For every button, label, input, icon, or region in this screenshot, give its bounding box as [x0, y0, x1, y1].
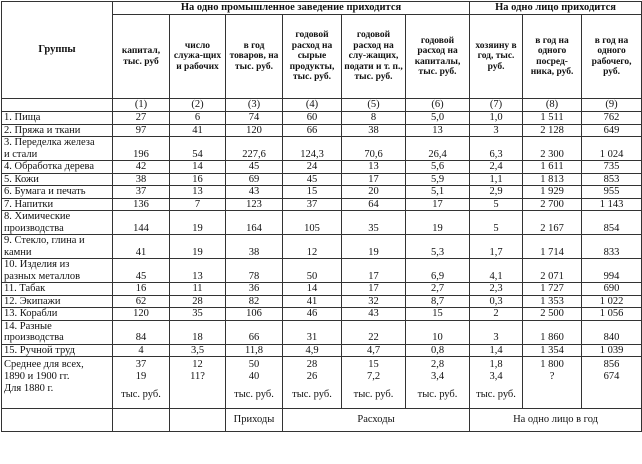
average-1890-1900-value: 50	[248, 359, 260, 370]
value-cell-col-3: 69	[226, 173, 283, 186]
group-label-cell	[2, 124, 113, 137]
value-cell-col-3: 78	[226, 259, 283, 283]
value-cell-col-3: 120	[226, 124, 283, 137]
value-cell-col-3: 123	[226, 198, 283, 211]
averages-value-cell-col-5	[342, 357, 406, 409]
index-cell-5: (5)	[342, 99, 406, 112]
average-1880-value: 11?	[190, 371, 205, 382]
value-cell-col-9: 994	[582, 259, 642, 283]
value-cell-col-9: 1 024	[582, 137, 642, 161]
value-cell-col-7: 1,0	[470, 112, 523, 125]
value-cell-col-2: 19	[170, 211, 226, 235]
column-header-5: годовой расход на слу-жащих, подати и т. п., тыс. руб.	[342, 15, 406, 99]
table-row	[2, 320, 642, 344]
value-cell-col-1: 144	[113, 211, 170, 235]
industry-statistics-table	[1, 1, 642, 432]
value-cell-col-7: 4,1	[470, 259, 523, 283]
index-cell-1: (1)	[113, 99, 170, 112]
value-cell-col-6: 0,8	[406, 344, 470, 357]
value-cell-col-8: 1 611	[523, 161, 582, 174]
value-cell-col-6: 2,7	[406, 283, 470, 296]
value-cell-col-9: 854	[582, 211, 642, 235]
averages-value-cell-col-7	[470, 357, 523, 409]
value-cell-col-3: 38	[226, 235, 283, 259]
value-cell-col-8: 1 354	[523, 344, 582, 357]
average-1890-1900-value: 15	[368, 359, 379, 370]
value-cell-col-4: 15	[283, 186, 342, 199]
value-cell-col-1: 41	[113, 235, 170, 259]
table-row	[2, 137, 642, 161]
value-cell-col-2: 13	[170, 186, 226, 199]
averages-row	[2, 357, 642, 409]
value-cell-col-5: 20	[342, 186, 406, 199]
group-label-cell	[2, 295, 113, 308]
average-1890-1900-value: 28	[306, 359, 318, 370]
value-cell-col-3: 45	[226, 161, 283, 174]
table-row	[2, 295, 642, 308]
averages-value-cell-col-2	[170, 357, 226, 409]
average-1880-value: 3,4	[489, 371, 503, 382]
value-cell-col-5: 64	[342, 198, 406, 211]
value-cell-col-4: 12	[283, 235, 342, 259]
value-cell-col-7: 3	[470, 124, 523, 137]
group-label-cell	[2, 308, 113, 321]
per-person-header: На одно лицо приходится	[470, 2, 642, 15]
index-cell-2: (2)	[170, 99, 226, 112]
value-cell-col-6: 5,9	[406, 173, 470, 186]
value-cell-col-3: 74	[226, 112, 283, 125]
group-label-cell	[2, 173, 113, 186]
value-cell-col-3: 164	[226, 211, 283, 235]
value-cell-col-2: 54	[170, 137, 226, 161]
value-cell-col-2: 19	[170, 235, 226, 259]
group-label-line: 11. Табак	[4, 283, 46, 294]
value-cell-col-7: 5	[470, 198, 523, 211]
group-label-line: 13. Корабли	[4, 308, 58, 319]
unit-label: тыс. руб.	[417, 389, 458, 400]
value-cell-col-2: 16	[170, 173, 226, 186]
value-cell-col-3: 66	[226, 320, 283, 344]
table-row	[2, 198, 642, 211]
value-cell-col-6: 13	[406, 124, 470, 137]
group-label-cell	[2, 211, 113, 235]
group-label-cell	[2, 283, 113, 296]
value-cell-col-8: 1 714	[523, 235, 582, 259]
value-cell-col-7: 2,9	[470, 186, 523, 199]
unit-label: тыс. руб.	[292, 389, 332, 400]
value-cell-col-1: 42	[113, 161, 170, 174]
average-1880-value: 7,2	[366, 371, 381, 382]
unit-label: тыс. руб.	[353, 389, 394, 400]
value-cell-col-7: 2,3	[470, 283, 523, 296]
value-cell-col-5: 8	[342, 112, 406, 125]
table-row	[2, 112, 642, 125]
value-cell-col-4: 4,9	[283, 344, 342, 357]
table-row	[2, 235, 642, 259]
groups-header: Группы	[2, 2, 113, 99]
value-cell-col-5: 13	[342, 161, 406, 174]
value-cell-col-2: 28	[170, 295, 226, 308]
table-row	[2, 259, 642, 283]
value-cell-col-4: 124,3	[283, 137, 342, 161]
value-cell-col-4: 66	[283, 124, 342, 137]
value-cell-col-6: 5,3	[406, 235, 470, 259]
value-cell-col-8: 1 860	[523, 320, 582, 344]
table-row	[2, 186, 642, 199]
column-header-3: в год товаров, на тыс. руб.	[226, 15, 283, 99]
table-row	[2, 344, 642, 357]
column-header-1: капитал, тыс. руб	[113, 15, 170, 99]
value-cell-col-1: 16	[113, 283, 170, 296]
average-1890-1900-value: 2,8	[430, 359, 445, 370]
group-label-line: 4. Обработка дерева	[4, 161, 94, 172]
index-cell-groups	[2, 99, 113, 112]
value-cell-col-1: 136	[113, 198, 170, 211]
value-cell-col-5: 32	[342, 295, 406, 308]
value-cell-col-8: 1 929	[523, 186, 582, 199]
value-cell-col-6: 6,9	[406, 259, 470, 283]
index-cell-8: (8)	[523, 99, 582, 112]
group-label-line: 7. Напитки	[4, 198, 54, 210]
column-header-6: годовой расход на капиталы, тыс. руб.	[406, 15, 470, 99]
average-1890-1900-value: 37	[135, 359, 147, 370]
index-cell-9: (9)	[582, 99, 642, 112]
value-cell-col-3: 43	[226, 186, 283, 199]
value-cell-col-9: 1 039	[582, 344, 642, 357]
group-label-cell	[2, 259, 113, 283]
value-cell-col-8: 2 071	[523, 259, 582, 283]
value-cell-col-8: 2 300	[523, 137, 582, 161]
value-cell-col-9: 1 022	[582, 295, 642, 308]
value-cell-col-9: 955	[582, 186, 642, 199]
group-label-cell	[2, 235, 113, 259]
table-row	[2, 161, 642, 174]
footer-row	[2, 409, 642, 432]
group-label-cell	[2, 320, 113, 344]
table-row	[2, 308, 642, 321]
value-cell-col-6: 8,7	[406, 295, 470, 308]
footer-income-label: Приходы	[226, 409, 283, 432]
column-header-8: в год на одного посред-ника, руб.	[523, 15, 582, 99]
value-cell-col-9: 735	[582, 161, 642, 174]
value-cell-col-2: 6	[170, 112, 226, 125]
value-cell-col-6: 5,6	[406, 161, 470, 174]
group-label-line: производства	[4, 222, 64, 234]
group-label-cell	[2, 198, 113, 211]
value-cell-col-4: 60	[283, 112, 342, 125]
index-cell-4: (4)	[283, 99, 342, 112]
group-label-cell	[2, 112, 113, 125]
group-label-cell	[2, 186, 113, 199]
value-cell-col-3: 36	[226, 283, 283, 296]
table-row	[2, 211, 642, 235]
value-cell-col-8: 1 813	[523, 173, 582, 186]
value-cell-col-3: 11,8	[226, 344, 283, 357]
value-cell-col-5: 4,7	[342, 344, 406, 357]
index-cell-7: (7)	[470, 99, 523, 112]
value-cell-col-5: 19	[342, 235, 406, 259]
value-cell-col-9: 840	[582, 320, 642, 344]
group-label-line: 8. Химические	[4, 211, 71, 222]
footer-expense-label: Расходы	[283, 409, 470, 432]
value-cell-col-4: 46	[283, 308, 342, 321]
unit-label	[584, 389, 639, 401]
group-label-line: 12. Экипажи	[4, 295, 61, 307]
value-cell-col-9: 833	[582, 235, 642, 259]
value-cell-col-9: 690	[582, 283, 642, 296]
average-1890-1900-value: 1 800	[540, 359, 564, 370]
value-cell-col-6: 15	[406, 308, 470, 321]
group-label-line: 1. Пища	[4, 112, 41, 123]
value-cell-col-1: 37	[113, 186, 170, 199]
value-cell-col-1: 84	[113, 320, 170, 344]
group-label-cell	[2, 161, 113, 174]
value-cell-col-5: 22	[342, 320, 406, 344]
value-cell-col-5: 17	[342, 259, 406, 283]
group-label-line: 2. Пряжа и ткани	[4, 124, 81, 136]
value-cell-col-7: 3	[470, 320, 523, 344]
value-cell-col-5: 70,6	[342, 137, 406, 161]
group-label-line: 3. Переделка железа	[4, 137, 95, 148]
value-cell-col-4: 105	[283, 211, 342, 235]
value-cell-col-9: 649	[582, 124, 642, 137]
averages-value-cell-col-9	[582, 357, 642, 409]
value-cell-col-6: 17	[406, 198, 470, 211]
value-cell-col-7: 5	[470, 211, 523, 235]
unit-label: тыс. руб.	[234, 389, 274, 400]
value-cell-col-6: 10	[406, 320, 470, 344]
column-header-9: в год на одного рабочего, руб.	[582, 15, 642, 99]
value-cell-col-9: 853	[582, 173, 642, 186]
group-label-line: камни	[4, 246, 32, 258]
value-cell-col-1: 38	[113, 173, 170, 186]
average-1880-value: 3,4	[430, 371, 445, 382]
value-cell-col-4: 31	[283, 320, 342, 344]
value-cell-col-2: 41	[170, 124, 226, 137]
value-cell-col-8: 2 500	[523, 308, 582, 321]
value-cell-col-9: 1 056	[582, 308, 642, 321]
value-cell-col-8: 2 167	[523, 211, 582, 235]
value-cell-col-4: 14	[283, 283, 342, 296]
value-cell-col-2: 35	[170, 308, 226, 321]
value-cell-col-9: 762	[582, 112, 642, 125]
value-cell-col-7: 1,1	[470, 173, 523, 186]
value-cell-col-8: 2 700	[523, 198, 582, 211]
value-cell-col-2: 13	[170, 259, 226, 283]
footer-per-person-label: На одно лицо в год	[470, 409, 642, 432]
group-label-line: и стали	[4, 148, 38, 160]
group-label-cell	[2, 137, 113, 161]
table-row	[2, 283, 642, 296]
averages-label-line-2: 1890 и 1900 гг.	[4, 371, 70, 382]
value-cell-col-7: 1,7	[470, 235, 523, 259]
column-header-7: хозяину в год, тыс. руб.	[470, 15, 523, 99]
index-cell-6: (6)	[406, 99, 470, 112]
value-cell-col-5: 17	[342, 173, 406, 186]
group-label-line: 5. Кожи	[4, 173, 39, 185]
average-1890-1900-value: 1,8	[489, 359, 503, 370]
value-cell-col-2: 14	[170, 161, 226, 174]
group-label-line: разных металлов	[4, 270, 81, 282]
group-label-line: 10. Изделия из	[4, 259, 70, 270]
value-cell-col-8: 1 727	[523, 283, 582, 296]
index-cell-3: (3)	[226, 99, 283, 112]
value-cell-col-4: 37	[283, 198, 342, 211]
footer-empty-cell	[113, 409, 170, 432]
group-label-line: 14. Разные	[4, 320, 52, 332]
value-cell-col-4: 45	[283, 173, 342, 186]
value-cell-col-9: 1 143	[582, 198, 642, 211]
value-cell-col-6: 19	[406, 211, 470, 235]
value-cell-col-7: 6,3	[470, 137, 523, 161]
value-cell-col-2: 18	[170, 320, 226, 344]
value-cell-col-2: 11	[170, 283, 226, 296]
value-cell-col-6: 5,0	[406, 112, 470, 125]
value-cell-col-4: 41	[283, 295, 342, 308]
unit-label	[172, 389, 223, 401]
value-cell-col-1: 62	[113, 295, 170, 308]
average-1890-1900-value: 856	[603, 359, 620, 370]
value-cell-col-3: 82	[226, 295, 283, 308]
value-cell-col-5: 38	[342, 124, 406, 137]
value-cell-col-3: 106	[226, 308, 283, 321]
value-cell-col-8: 1 511	[523, 112, 582, 125]
average-1880-value: 40	[248, 371, 260, 382]
value-cell-col-7: 1,4	[470, 344, 523, 357]
value-cell-col-1: 4	[113, 344, 170, 357]
table-row	[2, 173, 642, 186]
per-establishment-header: На одно промышленное заведение приходится	[113, 2, 470, 15]
value-cell-col-8: 1 353	[523, 295, 582, 308]
value-cell-col-1: 45	[113, 259, 170, 283]
group-label-line: 6. Бумага и печать	[4, 186, 86, 197]
averages-value-cell-col-6	[406, 357, 470, 409]
unit-label: тыс. руб.	[121, 389, 161, 400]
average-1880-value: 26	[306, 371, 318, 382]
averages-label-line-1: Среднее для всех,	[4, 359, 84, 370]
table-row	[2, 124, 642, 137]
value-cell-col-1: 120	[113, 308, 170, 321]
average-1890-1900-value: 12	[192, 359, 203, 370]
value-cell-col-6: 5,1	[406, 186, 470, 199]
value-cell-col-2: 7	[170, 198, 226, 211]
value-cell-col-5: 35	[342, 211, 406, 235]
averages-value-cell-col-4	[283, 357, 342, 409]
value-cell-col-6: 26,4	[406, 137, 470, 161]
group-label-cell	[2, 344, 113, 357]
column-header-4: годовой расход на сырые продукты, тыс. руб.	[283, 15, 342, 99]
value-cell-col-7: 0,3	[470, 295, 523, 308]
value-cell-col-3: 227,6	[226, 137, 283, 161]
value-cell-col-1: 97	[113, 124, 170, 137]
group-label-line: 15. Ручной труд	[4, 344, 75, 356]
average-1880-value: ?	[549, 371, 555, 382]
value-cell-col-1: 196	[113, 137, 170, 161]
value-cell-col-4: 24	[283, 161, 342, 174]
value-cell-col-7: 2,4	[470, 161, 523, 174]
average-1880-value: 19	[135, 371, 147, 382]
group-label-line: производства	[4, 332, 64, 343]
unit-label: тыс. руб.	[476, 389, 516, 400]
value-cell-col-5: 17	[342, 283, 406, 296]
averages-value-cell-col-8	[523, 357, 582, 409]
value-cell-col-1: 27	[113, 112, 170, 125]
averages-label-line-3: Для 1880 г.	[4, 383, 54, 394]
unit-label	[525, 389, 579, 401]
value-cell-col-7: 2	[470, 308, 523, 321]
value-cell-col-2: 3,5	[170, 344, 226, 357]
value-cell-col-4: 50	[283, 259, 342, 283]
average-1880-value: 674	[603, 371, 620, 382]
group-label-line: 9. Стекло, глина и	[4, 235, 85, 246]
footer-empty-cell	[170, 409, 226, 432]
value-cell-col-8: 2 128	[523, 124, 582, 137]
averages-value-cell-col-3	[226, 357, 283, 409]
footer-empty-cell	[2, 409, 113, 432]
averages-label-cell	[2, 357, 113, 409]
averages-value-cell-col-1	[113, 357, 170, 409]
column-header-2: число служа-щих и рабочих	[170, 15, 226, 99]
value-cell-col-5: 43	[342, 308, 406, 321]
